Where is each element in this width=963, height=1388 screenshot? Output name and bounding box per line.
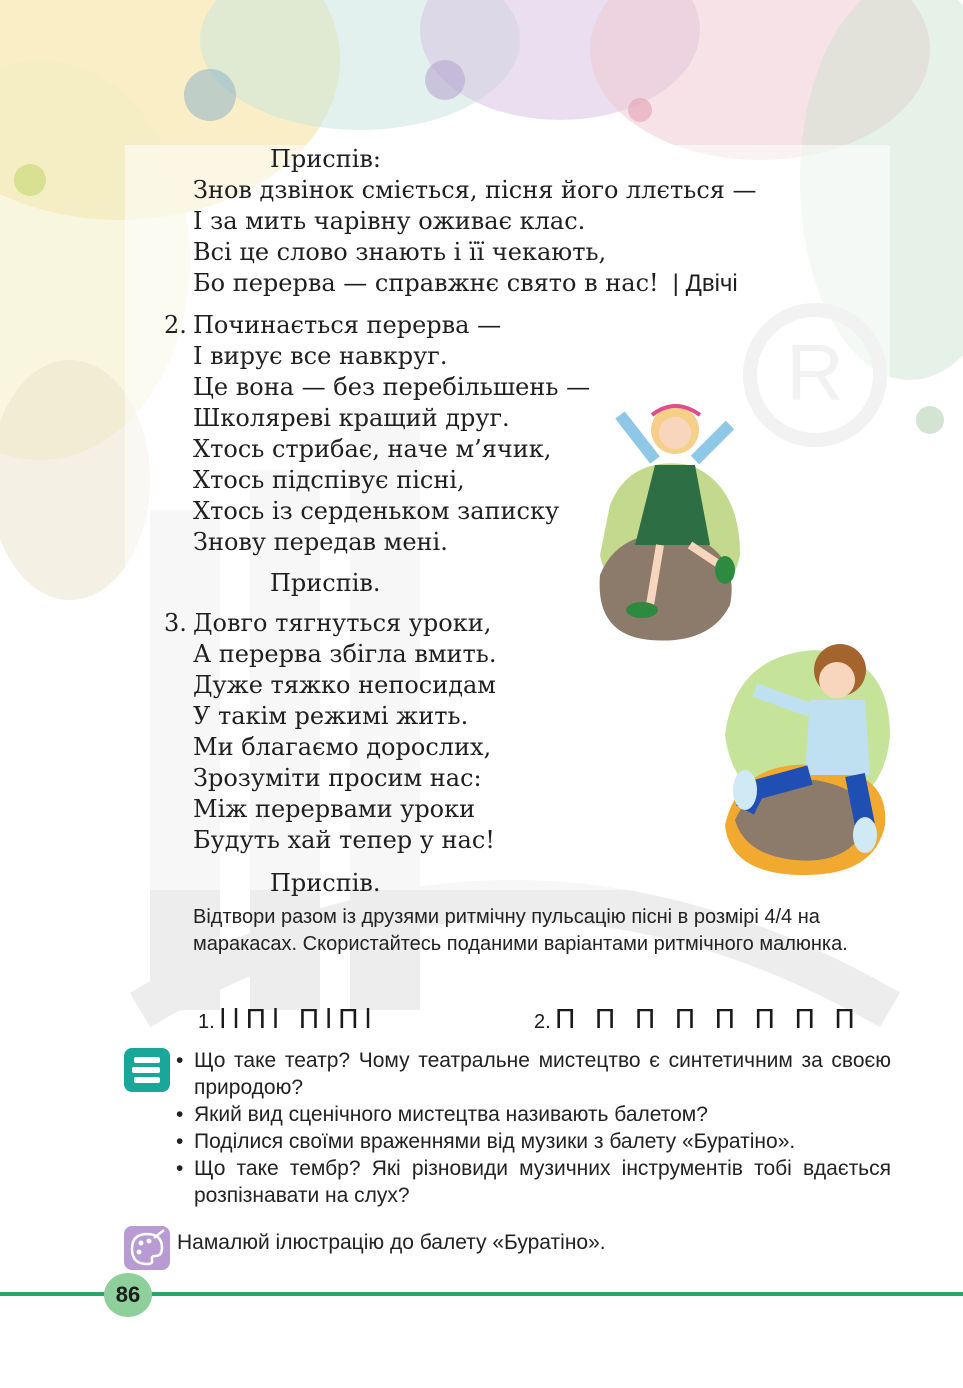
- verse-line: Будуть хай тепер у нас!: [193, 826, 495, 854]
- girl-illustration: [590, 385, 750, 650]
- chorus-line: Всі це слово знають і її чекають,: [193, 238, 607, 266]
- chorus-label: Приспів:: [270, 145, 381, 173]
- verse-line: Між перервами уроки: [193, 795, 476, 823]
- questions-list: [176, 1047, 891, 1209]
- list-item: • Який вид сценічного мистецтва називають балетом?: [176, 1101, 891, 1128]
- verse-number: 3.: [164, 609, 187, 637]
- verse-line: Знову передав мені.: [193, 528, 448, 556]
- rhythm-notation: П П П П П П П П: [555, 1003, 861, 1034]
- verse-line: Хтось підспівує пісні,: [193, 466, 465, 494]
- chorus-line: Знов дзвінок сміється, пісня його ллється —: [193, 176, 757, 204]
- rhythm-variant-2: [534, 1003, 861, 1035]
- chorus-line-last: [193, 268, 738, 299]
- verse-line: Зрозуміти просим нас:: [193, 764, 482, 792]
- books-icon: [124, 1048, 170, 1092]
- verse-line: Дуже тяжко непосидам: [193, 671, 496, 699]
- verse-line: І вирує все навкруг.: [193, 342, 448, 370]
- palette-icon: [124, 1226, 170, 1270]
- verse-line: Ми благаємо дорослих,: [193, 733, 492, 761]
- rhythm-variant-label: 1.: [198, 1011, 215, 1033]
- list-item: • Що таке театр? Чому театральне мистецтво є синтетичним за своєю природою?: [176, 1047, 891, 1101]
- verse-line: Школяреві кращий друг.: [193, 404, 510, 432]
- chorus-ref: Приспів.: [270, 569, 381, 597]
- verse-line: Хтось стрибає, наче м’ячик,: [193, 435, 552, 463]
- chorus-line: Бо перерва — справжнє свято в нас!: [193, 269, 659, 297]
- twice-marker: | Двічі: [672, 270, 738, 297]
- rhythm-notation: ǀǀПǀ ПǀПǀ: [219, 1003, 378, 1034]
- page-number: 86: [104, 1273, 152, 1317]
- rhythm-variant-1: [198, 1003, 378, 1035]
- verse-line: Починається перерва —: [193, 311, 502, 339]
- list-item: • Що таке тембр? Які різновиди музичних інструментів тобі вдається розпізнавати на слух?: [176, 1155, 891, 1209]
- verse-line: Хтось із серденьком записку: [193, 497, 560, 525]
- verse-line: А перерва збігла вмить.: [193, 640, 497, 668]
- chorus-line: І за мить чарівну оживає клас.: [193, 207, 586, 235]
- boy-illustration: [715, 625, 895, 880]
- rhythm-variant-label: 2.: [534, 1011, 551, 1033]
- verse-line: Довго тягнуться уроки,: [193, 609, 492, 637]
- verse-number: 2.: [164, 311, 187, 339]
- verse-line: Це вона — без перебільшень —: [193, 373, 591, 401]
- art-task-text: Намалюй ілюстрацію до балету «Буратіно».: [177, 1231, 606, 1254]
- rhythm-task-text: Відтвори разом із друзями ритмічну пульсацію пісні в розмірі 4/4 на маракасах. Скористайтесь поданими варіантами ритмічного малюнка.: [193, 906, 848, 955]
- list-item: • Поділися своїми враженнями від музики з балету «Буратіно».: [176, 1128, 891, 1155]
- verse-line: У такім режимі жить.: [193, 702, 469, 730]
- chorus-ref: Приспів.: [270, 869, 381, 897]
